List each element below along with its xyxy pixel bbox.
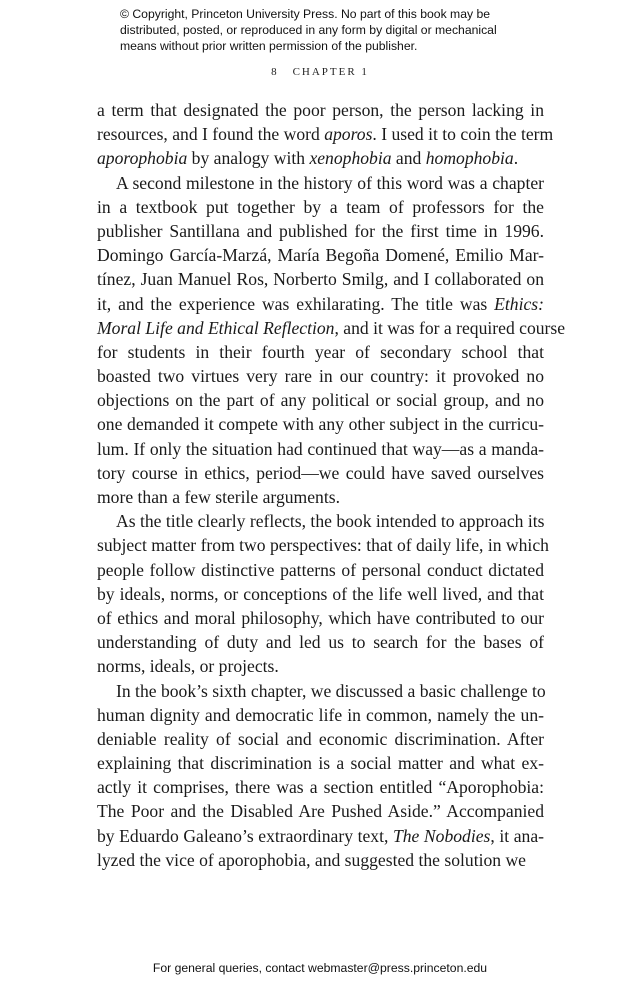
text-line: deniable reality of social and economic discrimination. After bbox=[97, 728, 544, 749]
text-line: one demanded it compete with any other subject in the curricu- bbox=[97, 414, 544, 435]
text-line: it, and the experience was exhilarating. The title was Ethics: bbox=[97, 293, 544, 314]
text-line: lyzed the vice of aporophobia, and suggested the solution we bbox=[97, 849, 526, 870]
text-line: understanding of duty and led us to search for the bases of bbox=[97, 632, 544, 653]
text-line: The Poor and the Disabled Are Pushed Aside.” Accompanied bbox=[97, 801, 544, 822]
text-line: human dignity and democratic life in common, namely the un- bbox=[97, 704, 544, 725]
text-line: norms, ideals, or projects. bbox=[97, 656, 279, 677]
text-line: a term that designated the poor person, the person lacking in bbox=[97, 100, 544, 120]
text-line: lum. If only the situation had continued that way—as a manda- bbox=[97, 438, 544, 459]
text-line: publisher Santillana and published for the first time in 1996. bbox=[97, 220, 544, 241]
text-line: A second milestone in the history of this word was a chapter bbox=[116, 172, 544, 193]
page-number: 8 bbox=[271, 66, 277, 78]
text-line: by ideals, norms, or conceptions of the life well lived, and that bbox=[97, 583, 544, 604]
running-head bbox=[0, 66, 640, 78]
text-line: Moral Life and Ethical Reflection, and it was for a required course bbox=[97, 317, 566, 338]
chapter-label: CHAPTER 1 bbox=[292, 66, 369, 78]
text-line: actly it comprises, there was a section entitled “Aporophobia: bbox=[97, 777, 544, 798]
text-line: boasted two virtues very rare in our country: it provoked no bbox=[97, 366, 544, 387]
text-line: people follow distinctive patterns of personal conduct dictated bbox=[97, 559, 544, 580]
footer-contact: For general queries, contact webmaster@press.princeton.edu bbox=[152, 961, 488, 975]
text-line: In the book’s sixth chapter, we discussed a basic challenge to bbox=[116, 680, 546, 701]
text-line: As the title clearly reflects, the book intended to approach its bbox=[116, 511, 545, 532]
copyright-notice bbox=[120, 6, 550, 54]
text-line: by Eduardo Galeano’s extraordinary text, The Nobodies, it ana- bbox=[97, 825, 544, 846]
text-line: Domingo García-Marzá, María Begoña Domené, Emilio Mar- bbox=[97, 245, 544, 266]
text-line: explaining that discrimination is a social matter and what ex- bbox=[97, 753, 544, 774]
text-line: more than a few sterile arguments. bbox=[97, 487, 340, 507]
text-line: tory course in ethics, period—we could have saved ourselves bbox=[97, 462, 544, 483]
text-line: resources, and I found the word aporos. I used it to coin the term bbox=[97, 124, 554, 145]
text-line: in a textbook put together by a team of professors for the bbox=[97, 196, 544, 217]
body-text bbox=[97, 98, 566, 872]
text-line: aporophobia by analogy with xenophobia and homophobia. bbox=[97, 148, 519, 169]
text-line: for students in their fourth year of secondary school that bbox=[97, 341, 544, 362]
copyright-line: distributed, posted, or reproduced in any form by digital or mechanical bbox=[120, 23, 497, 37]
copyright-line: © Copyright, Princeton University Press. No part of this book may be bbox=[120, 7, 491, 21]
text-line: tínez, Juan Manuel Ros, Norberto Smilg, and I collaborated on bbox=[97, 269, 544, 290]
text-line: subject matter from two perspectives: that of daily life, in which bbox=[97, 535, 549, 556]
text-line: objections on the part of any political or social group, and no bbox=[97, 390, 544, 411]
copyright-line: means without prior written permission of the publisher. bbox=[120, 39, 418, 53]
text-line: of ethics and moral philosophy, which have contributed to our bbox=[97, 607, 544, 628]
